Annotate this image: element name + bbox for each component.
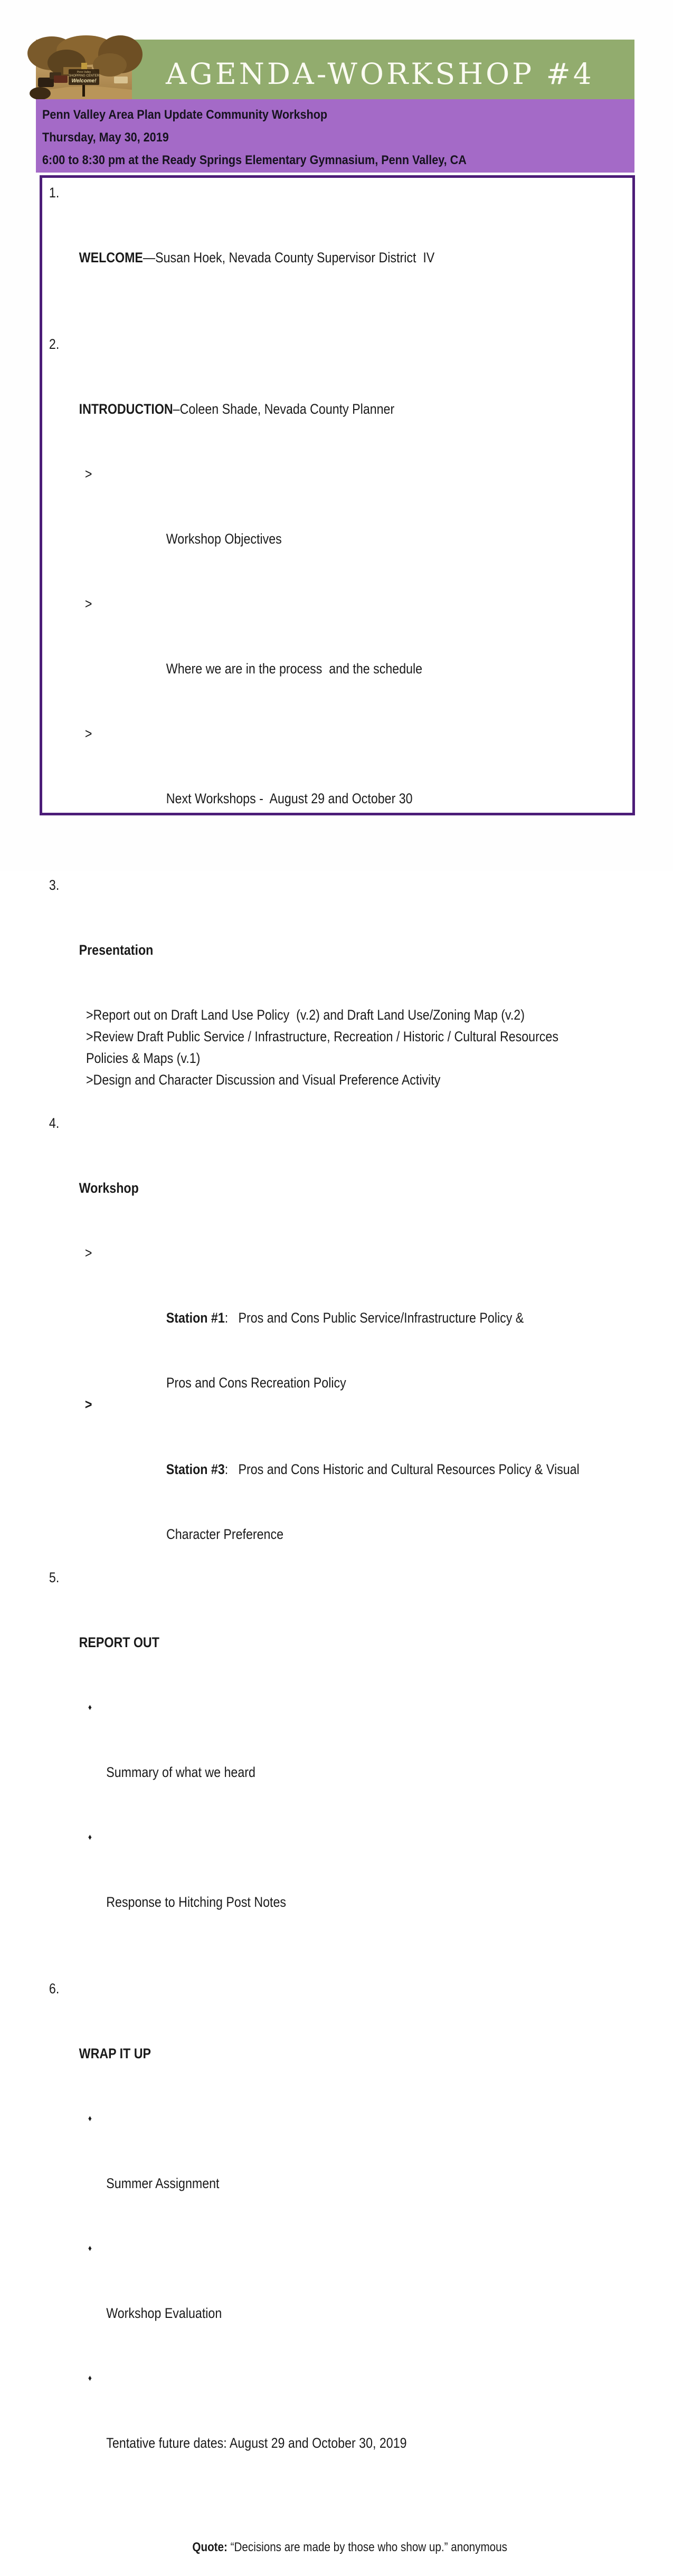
station-label: Station #3 (166, 1461, 225, 1477)
station-text: : Pros and Cons Historic and Cultural Resources Policy & Visual (224, 1461, 580, 1477)
item-title: REPORT OUT (79, 1634, 159, 1650)
diamond-bullet-icon: ♦ (88, 1833, 92, 1842)
agenda-heading (42, 334, 549, 463)
item-number: 1. (49, 185, 60, 201)
chevron-marker-icon: > (84, 726, 92, 742)
quote-text: “Decisions are made by those who show up.” anonymous (227, 2540, 507, 2554)
item-number: 3. (49, 877, 60, 893)
title-area (132, 40, 634, 99)
document-title: AGENDA-WORKSHOP #4 (166, 56, 594, 91)
agenda-item-introduction (42, 334, 632, 853)
bullet-text: Tentative future dates: August 29 and October 30, 2019 (106, 2435, 407, 2451)
station-label: Station #1 (166, 1310, 225, 1326)
item-number: 4. (49, 1115, 60, 1131)
item-title: WELCOME (79, 250, 143, 265)
sub-item-text: >Design and Character Discussion and Visual Preference Activity (86, 1072, 441, 1088)
agenda-item-report-out (42, 1567, 632, 1956)
bullet-item (42, 1827, 549, 1956)
item-title: INTRODUCTION (79, 401, 173, 417)
quote-line (174, 2519, 568, 2576)
sub-item (42, 723, 549, 853)
item-number: 6. (49, 1981, 60, 1997)
diamond-bullet-icon: ♦ (88, 2374, 92, 2383)
chevron-marker-icon: > (84, 466, 92, 482)
item-number: 2. (49, 336, 60, 352)
photo-scene (27, 35, 143, 100)
station-item (42, 1242, 549, 1372)
photo-sign-welcome-text: Welcome! (71, 78, 97, 84)
chevron-marker-icon: > (84, 1396, 92, 1412)
sub-item-text: Next Workshops - August 29 and October 30 (166, 791, 413, 806)
agenda-heading (42, 1567, 549, 1697)
bullet-item (42, 1697, 549, 1827)
station-text-continued: Pros and Cons Recreation Policy (166, 1375, 346, 1391)
header-banner (36, 40, 634, 99)
item-text: –Coleen Shade, Nevada County Planner (173, 401, 395, 417)
sub-item-text: Workshop Objectives (166, 531, 282, 547)
quote-label: Quote: (192, 2540, 228, 2554)
sub-item (42, 463, 549, 593)
item-title: Workshop (79, 1180, 139, 1196)
sub-item-text: >Review Draft Public Service / Infrastructure, Recreation / Historic / Cultural Resources (86, 1029, 558, 1044)
penn-valley-photo (36, 40, 132, 99)
item-title: Presentation (79, 942, 154, 958)
event-name: Penn Valley Area Plan Update Community Workshop (42, 108, 328, 122)
bullet-item (42, 2108, 549, 2238)
station-item (42, 1394, 580, 1524)
bullet-text: Summer Assignment (106, 2175, 220, 2191)
agenda-box (40, 175, 635, 2554)
sub-item (42, 593, 549, 723)
sub-item-text-continued: Policies & Maps (v.1) (86, 1050, 201, 1066)
agenda-heading (42, 1978, 549, 2108)
event-date: Thursday, May 30, 2019 (42, 130, 169, 145)
photo-sign-center-text: SHOPPING CENTER (68, 74, 100, 78)
agenda-item-presentation (42, 874, 632, 1091)
agenda-item-wrap-it-up (42, 1978, 632, 2497)
sub-item-text: >Report out on Draft Land Use Policy (v.2) and Draft Land Use/Zoning Map (v.2) (86, 1007, 525, 1023)
bullet-item (42, 2368, 549, 2497)
item-number: 5. (49, 1570, 60, 1585)
bullet-item (42, 2238, 549, 2368)
event-time-location: 6:00 to 8:30 pm at the Ready Springs Elementary Gymnasium, Penn Valley, CA (42, 153, 467, 167)
agenda-item-workshop (42, 1113, 632, 1545)
diamond-bullet-icon: ♦ (88, 1703, 92, 1712)
agenda-heading (42, 1113, 549, 1242)
shield-sign-icon (81, 63, 87, 70)
photo-sign-town-text: Penn Valley (77, 71, 91, 74)
item-text: —Susan Hoek, Nevada County Supervisor District IV (143, 250, 435, 265)
bullet-text: Response to Hitching Post Notes (106, 1894, 287, 1910)
sub-item-text: Where we are in the process and the schedule (166, 661, 423, 677)
chevron-marker-icon: > (84, 596, 92, 612)
bullet-text: Workshop Evaluation (106, 2305, 222, 2321)
station-text-continued: Character Preference (166, 1526, 283, 1542)
item-title: WRAP IT UP (79, 2046, 151, 2061)
diamond-bullet-icon: ♦ (88, 2244, 92, 2253)
bullet-text: Summary of what we heard (106, 1764, 255, 1780)
agenda-heading (42, 182, 549, 312)
agenda-heading (42, 874, 549, 1004)
diamond-bullet-icon: ♦ (88, 2114, 92, 2123)
event-info-banner (36, 99, 634, 173)
agenda-item-welcome (42, 182, 632, 312)
station-text: : Pros and Cons Public Service/Infrastructure Policy & (224, 1310, 524, 1326)
chevron-marker-icon: > (84, 1245, 92, 1261)
